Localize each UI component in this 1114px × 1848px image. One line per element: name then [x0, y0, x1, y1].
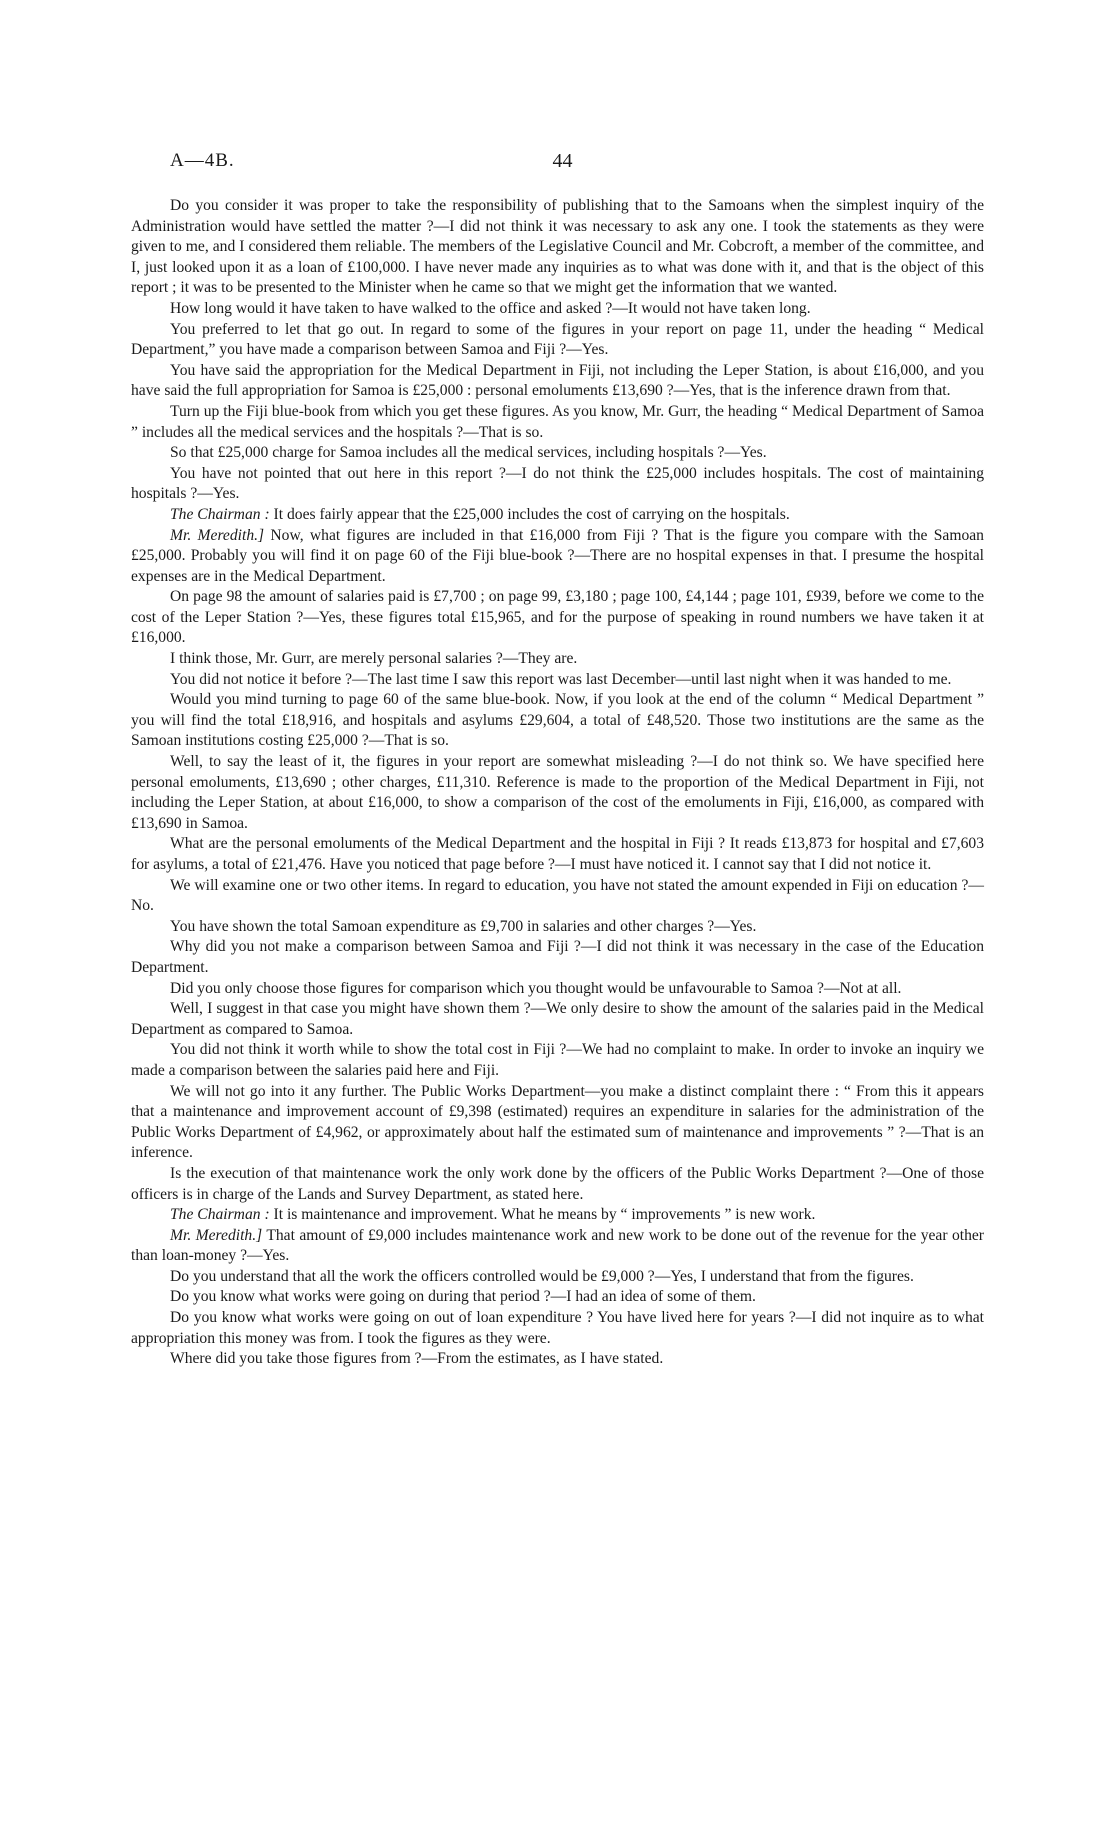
paragraph-text: How long would it have taken to have walked to the office and asked ?—It would not have taken long. [170, 299, 811, 317]
paragraph [131, 999, 984, 1040]
paragraph [131, 1205, 984, 1226]
paragraph [131, 690, 984, 752]
paragraph-text: Do you consider it was proper to take the responsibility of publishing that to the Samoans when the simplest inquiry of the Administration would have settled the matter ?—I did not think it was necessary to ask any one. I took the statements as they were given to me, and I considered them reliable. The members of the Legislative Council and Mr. Cobcroft, a member of the committee, and I, just looked upon it as a loan of £100,000. I have never made any inquiries as to what was done with it, and that is the object of this report ; it was to be presented to the Minister when he came so that we might get the information that we wanted. [131, 197, 984, 297]
paragraph-text: You did not think it worth while to show the total cost in Fiji ?—We had no complaint to make. In order to invoke an inquiry we made a comparison between the salaries paid here and Fiji. [131, 1041, 984, 1079]
paragraph [131, 1164, 984, 1205]
paragraph-text: Where did you take those figures from ?—From the estimates, as I have stated. [170, 1350, 664, 1368]
paragraph [131, 526, 984, 588]
paragraph [131, 937, 984, 978]
paragraph-text: You have not pointed that out here in this report ?—I do not think the £25,000 includes hospitals. The cost of maintaining hospitals ?—Yes. [131, 464, 984, 503]
paragraph-text: Well, to say the least of it, the figures in your report are somewhat misleading ?—I do not think so. We have specified here personal emoluments, £13,690 ; other charges, £11,310. Reference is made to the proportion of the Medical Department in Fiji, not including the Leper Station, at about £16,000, to show a comparison of the cost of the emoluments in Fiji, £16,000, as compared with £13,690 in Samoa. [131, 753, 984, 832]
paragraph [131, 979, 984, 1000]
paragraph-text: So that £25,000 charge for Samoa includes all the medical services, including hospitals ?—Yes. [170, 444, 767, 462]
paragraph-text: Is the execution of that maintenance work the only work done by the officers of the Public Works Department ?—One of those officers is in charge of the Lands and Survey Department, as stated here. [131, 1164, 984, 1203]
paragraph [131, 670, 984, 691]
paragraph [131, 1349, 984, 1370]
paragraph-text: It is maintenance and improvement. What he means by “ improvements ” is new work. [273, 1206, 816, 1224]
paragraph [131, 505, 984, 526]
paragraph [131, 1308, 984, 1349]
paragraph [131, 1082, 984, 1164]
paragraph [131, 320, 984, 361]
evidence-text [131, 196, 984, 1370]
paragraph-text: You did not notice it before ?—The last time I saw this report was last December—until last night when it was handed to me. [170, 670, 952, 688]
paragraph-text: Turn up the Fiji blue-book from which you get these figures. As you know, Mr. Gurr, the heading “ Medical Department of Samoa ” includes all the medical services and the hospitals ?—That is so. [131, 402, 984, 441]
paragraph [131, 917, 984, 938]
paragraph [131, 649, 984, 670]
paragraph [131, 1040, 984, 1081]
paragraph-text: You have said the appropriation for the Medical Department in Fiji, not including the Leper Station, is about £16,000, and you have said the full appropriation for Samoa is £25,000 : personal emoluments £13,690 ?—Yes, that is the inference drawn from that. [131, 361, 984, 400]
paragraph-text: We will examine one or two other items. In regard to education, you have not stated the amount expended in Fiji on education ?—No. [131, 876, 984, 915]
speaker-name: The Chairman : [170, 505, 270, 523]
paragraph [131, 196, 984, 299]
paragraph-text: What are the personal emoluments of the Medical Department and the hospital in Fiji ? It reads £13,873 for hospital and £7,603 for asylums, a total of £21,476. Have you noticed that page before ?—I must have noticed it. I cannot say that I did not notice it. [131, 835, 984, 873]
paragraph [131, 402, 984, 443]
paragraph [131, 834, 984, 875]
speaker-name: The Chairman : [170, 1206, 270, 1224]
paragraph-text: Do you understand that all the work the officers controlled would be £9,000 ?—Yes, I understand that from the figures. [170, 1267, 914, 1285]
paragraph-text: Why did you not make a comparison between Samoa and Fiji ?—I did not think it was necessary in the case of the Education Department. [131, 938, 984, 976]
paragraph [131, 876, 984, 917]
page-number: 44 [552, 150, 573, 172]
paragraph-text: I think those, Mr. Gurr, are merely personal salaries ?—They are. [170, 650, 578, 668]
page-header [170, 150, 955, 180]
speaker-name: Mr. Meredith.] [170, 1226, 263, 1244]
paragraph-text: We will not go into it any further. The Public Works Department—you make a distinct complaint there : “ From this it appears that a maintenance and improvement account of £9,398 (estimated) requires an expenditure in salaries for the administration of the Public Works Department of £4,962, or approximately about half the estimated sum of maintenance and improvements ” ?—That is an inference. [131, 1082, 984, 1162]
paragraph-text: Do you know what works were going on out of loan expenditure ? You have lived here for years ?—I did not inquire as to what appropriation this money was from. I took the figures as they were. [131, 1309, 984, 1347]
paragraph [131, 443, 984, 464]
paragraph-text: On page 98 the amount of salaries paid is £7,700 ; on page 99, £3,180 ; page 100, £4,144 ; page 101, £939, before we come to the cost of the Leper Station ?—Yes, these figures total £15,965, and for the purpose of speaking in round numbers we have taken it at £16,000. [131, 588, 984, 647]
paragraph-text: Well, I suggest in that case you might have shown them ?—We only desire to show the amount of the salaries paid in the Medical Department as compared to Samoa. [131, 1000, 984, 1038]
paragraph-text: Now, what figures are included in that £16,000 from Fiji ? That is the figure you compare with the Samoan £25,000. Probably you will find it on page 60 of the Fiji blue-book ?—There are no hospital expenses in that. I presume the hospital expenses are in the Medical Department. [131, 526, 984, 585]
paragraph [131, 752, 984, 834]
paragraph [131, 1267, 984, 1288]
paragraph [131, 299, 984, 320]
paragraph [131, 587, 984, 649]
paragraph-text: Did you only choose those figures for comparison which you thought would be unfavourable to Samoa ?—Not at all. [170, 979, 902, 997]
paragraph-text: Would you mind turning to page 60 of the same blue-book. Now, if you look at the end of the column “ Medical Department ” you will find the total £18,916, and hospitals and asylums £29,604, a total of £48,520. Those two institutions are the same as the Samoan institutions costing £25,000 ?—That is so. [131, 691, 984, 750]
paragraph-text: Do you know what works were going on during that period ?—I had an idea of some of them. [170, 1288, 756, 1306]
paragraph-text: It does fairly appear that the £25,000 includes the cost of carrying on the hospitals. [273, 505, 790, 523]
paragraph-text: You preferred to let that go out. In regard to some of the figures in your report on page 11, under the heading “ Medical Department,” you have made a comparison between Samoa and Fiji ?—Yes. [131, 320, 984, 359]
paper-reference: A—4B. [170, 150, 235, 171]
paragraph-text: You have shown the total Samoan expenditure as £9,700 in salaries and other charges ?—Yes. [170, 917, 757, 935]
paragraph [131, 1226, 984, 1267]
speaker-name: Mr. Meredith.] [170, 526, 265, 544]
paragraph [131, 1287, 984, 1308]
paragraph [131, 361, 984, 402]
paragraph-text: That amount of £9,000 includes maintenance work and new work to be done out of the revenue for the year other than loan-money ?—Yes. [131, 1226, 984, 1265]
paragraph [131, 464, 984, 505]
